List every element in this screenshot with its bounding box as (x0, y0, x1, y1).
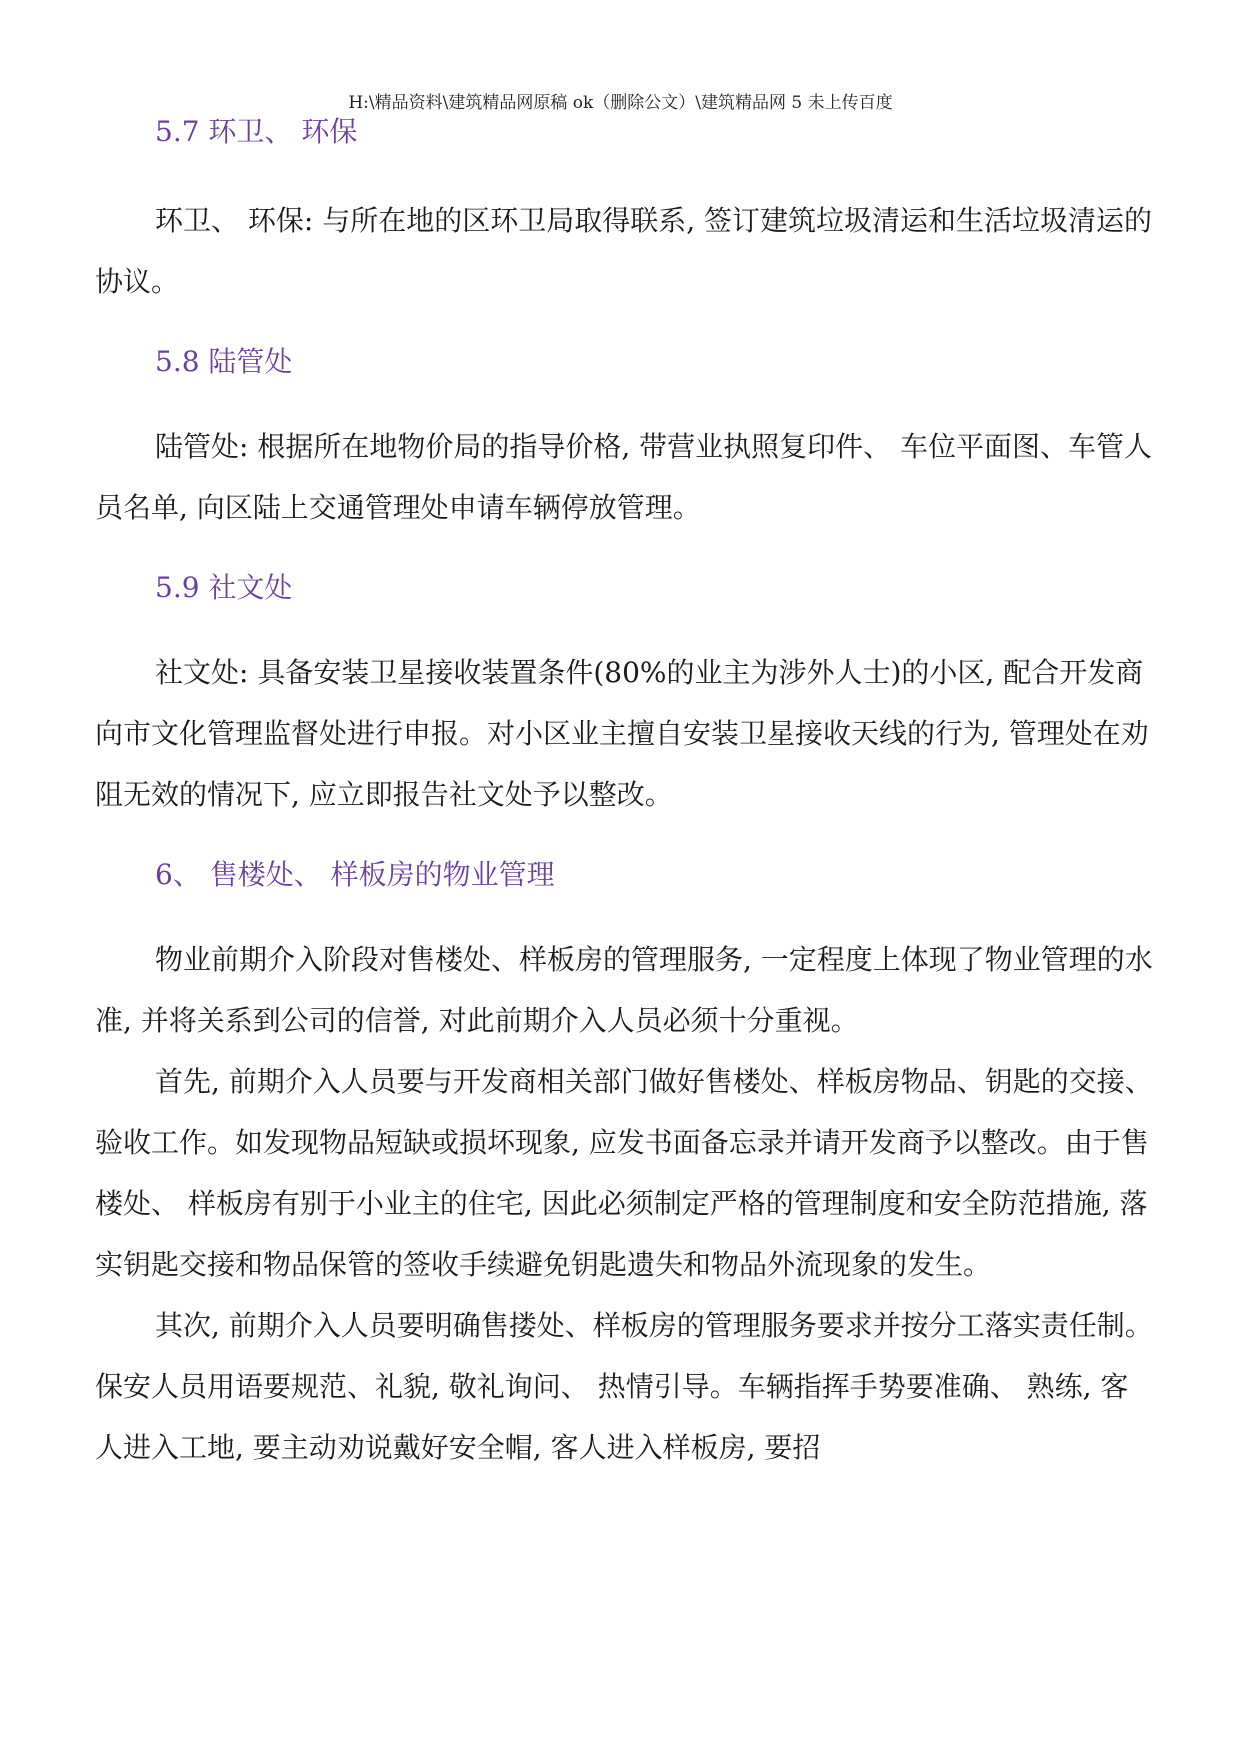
paragraph: 环卫、 环保: 与所在地的区环卫局取得联系, 签订建筑垃圾清运和生活垃圾清运的协议。 (95, 204, 1153, 298)
paragraph: 其次, 前期介入人员要明确售搂处、样板房的管理服务要求并按分工落实责任制。保安人员用语要规范、礼貌, 敬礼询问、 热情引导。车辆指挥手势要准确、 熟练, 客人进入工地, 要主动劝说戴好安全帽, 客人进入样板房, 要招 (95, 1309, 1153, 1464)
section-heading: 5.8 陆管处 (155, 345, 293, 378)
document-body (95, 115, 1155, 1478)
paragraph: 物业前期介入阶段对售楼处、样板房的管理服务, 一定程度上体现了物业管理的水准, 并将关系到公司的信誉, 对此前期介入人员必须十分重视。 (95, 943, 1153, 1037)
page-header-path: H:\精品资料\建筑精品网原稿 ok（删除公文）\建筑精品网 5 未上传百度 (348, 93, 893, 113)
section-heading: 5.7 环卫、 环保 (155, 115, 358, 148)
paragraph: 社文处: 具备安装卫星接收装置条件(80%的业主为涉外人士)的小区, 配合开发商向市文化管理监督处进行申报。对小区业主擅自安装卫星接收天线的行为, 管理处在劝阻无效的情况下, 应立即报告社文处予以整改。 (95, 656, 1149, 811)
section-heading: 6、 售楼处、 样板房的物业管理 (155, 858, 555, 891)
section-heading: 5.9 社文处 (155, 571, 293, 604)
section-5-9 (95, 564, 1155, 825)
paragraph: 首先, 前期介入人员要与开发商相关部门做好售楼处、样板房物品、钥匙的交接、 验收工作。如发现物品短缺或损坏现象, 应发书面备忘录并请开发商予以整改。由于售楼处、 样板房有别于小业主的住宅, 因此必须制定严格的管理制度和安全防范措施, 落实钥匙交接和物品保管的签收手续避免钥匙遗失和物品外流现象的发生。 (95, 1065, 1153, 1281)
section-5-7 (95, 108, 1155, 312)
section-6 (95, 851, 1155, 1478)
section-5-8 (95, 338, 1155, 538)
paragraph: 陆管处: 根据所在地物价局的指导价格, 带营业执照复印件、 车位平面图、车管人员名单, 向区陆上交通管理处申请车辆停放管理。 (95, 430, 1153, 524)
